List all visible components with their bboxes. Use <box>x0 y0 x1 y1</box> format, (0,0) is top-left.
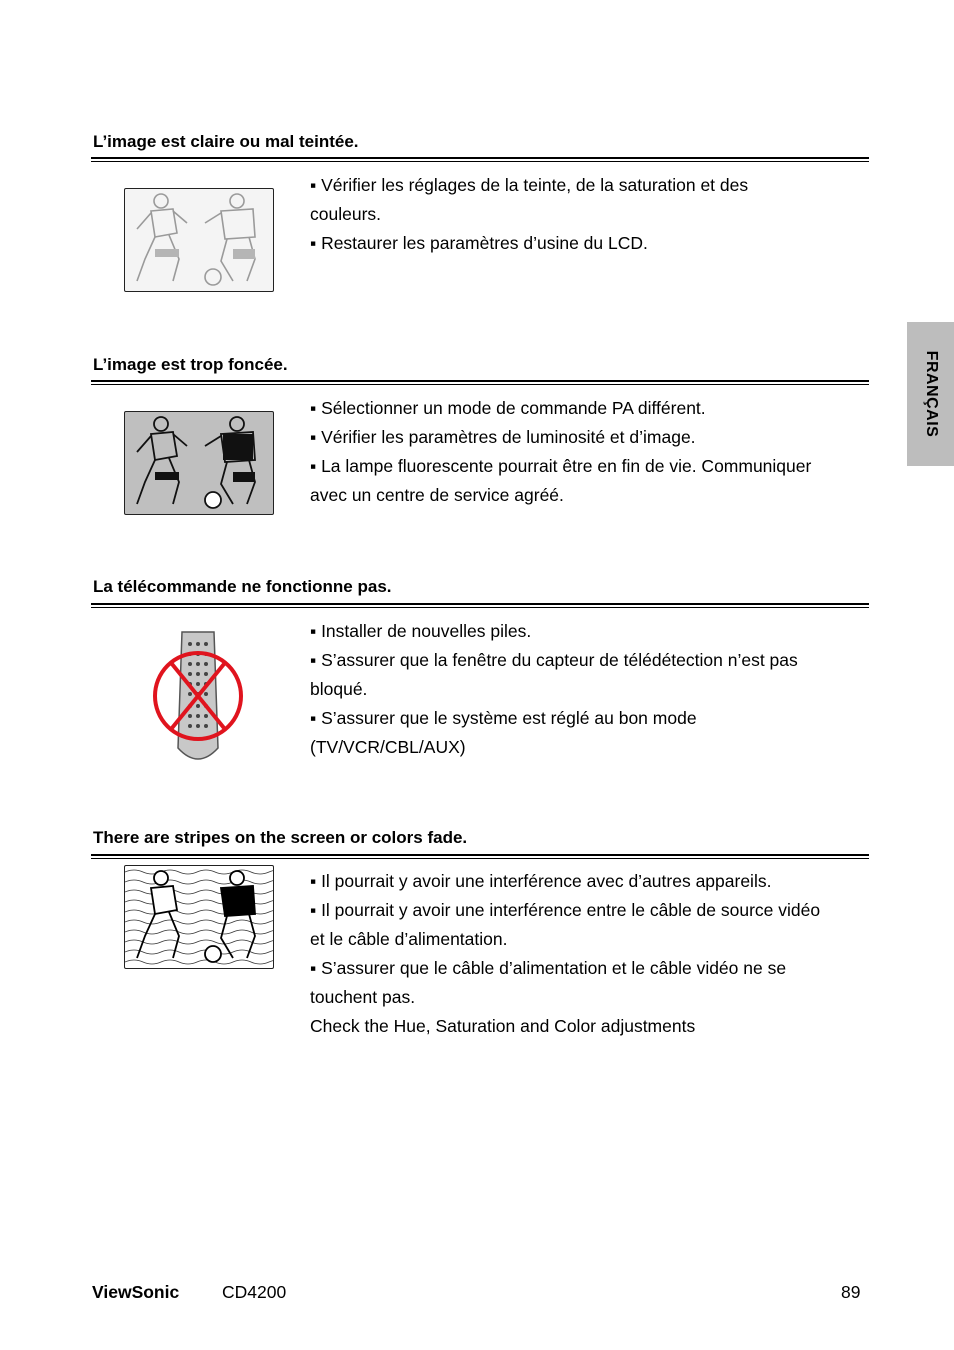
section-rule <box>91 858 869 859</box>
bullet-item: ▪ Sélectionner un mode de commande PA différent. <box>310 398 706 418</box>
bullet-item: ▪ Vérifier les paramètres de luminosité et d’image. <box>310 427 696 447</box>
bullet-list <box>310 394 880 510</box>
bullet-item: ▪ Vérifier les réglages de la teinte, de la saturation et des couleurs. <box>310 175 749 224</box>
bullet-item: ▪ La lampe fluorescente pourrait être en fin de vie. Communiquer avec un centre de service agréé. <box>310 456 812 505</box>
bullet-item: ▪ S’assurer que le système est réglé au bon mode (TV/VCR/CBL/AUX) <box>310 708 697 757</box>
language-side-tab <box>907 322 954 466</box>
bullet-item: ▪ Il pourrait y avoir une interférence avec d’autres appareils. <box>310 871 772 891</box>
section-rule <box>91 603 869 605</box>
bullet-list <box>310 171 880 258</box>
dark-football-players-image <box>124 411 274 515</box>
faded-football-players-image <box>124 188 274 292</box>
section-rule <box>91 384 869 385</box>
section-title: There are stripes on the screen or colors fade. <box>93 828 468 847</box>
striped-football-players-image <box>124 865 274 969</box>
bullet-item: ▪ Installer de nouvelles piles. <box>310 621 532 641</box>
section-rule <box>91 607 869 608</box>
language-tab-label: FRANÇAIS <box>922 350 940 438</box>
footer-model: CD4200 <box>222 1282 287 1302</box>
section-title: L’image est trop foncée. <box>93 355 288 374</box>
section-rule <box>91 380 869 382</box>
page-number: 89 <box>841 1282 861 1302</box>
bullet-list <box>310 867 880 1041</box>
section-rule <box>91 161 869 162</box>
bullet-item: ▪ Restaurer les paramètres d’usine du LCD. <box>310 233 648 253</box>
section-rule <box>91 157 869 159</box>
bullet-item: ▪ Il pourrait y avoir une interférence entre le câble de source vidéo et le câble d’alimentation. <box>310 900 821 949</box>
bullet-item: ▪ S’assurer que le câble d’alimentation et le câble vidéo ne se touchent pas. <box>310 958 787 1007</box>
section-title: L’image est claire ou mal teintée. <box>93 132 359 151</box>
section-title: La télécommande ne fonctionne pas. <box>93 577 392 596</box>
crossed-out-remote-icon <box>148 628 248 775</box>
section-rule <box>91 854 869 856</box>
bullet-item: ▪ S’assurer que la fenêtre du capteur de télédétection n’est pas bloqué. <box>310 650 798 699</box>
footer-brand: ViewSonic <box>92 1282 180 1302</box>
bullet-list <box>310 617 880 762</box>
bullet-item: Check the Hue, Saturation and Color adjustments <box>310 1016 696 1036</box>
